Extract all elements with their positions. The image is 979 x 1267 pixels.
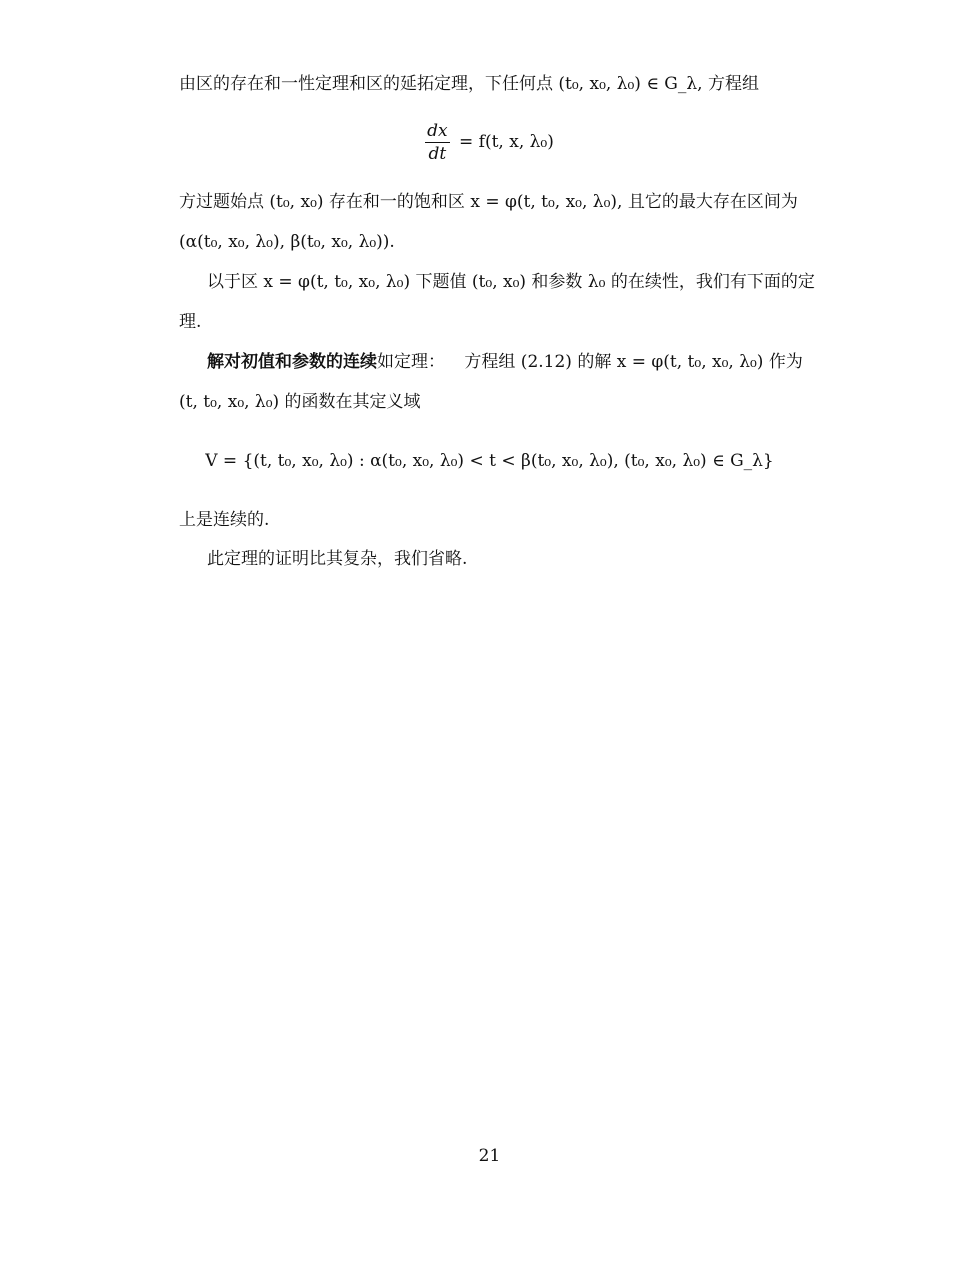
equation-1 — [0, 120, 979, 165]
theorem-title: 解对初值和参数的连续 — [207, 352, 377, 372]
equation-2: V = {(t, t₀, x₀, λ₀) : α(t₀, x₀, λ₀) < t < β(t₀, x₀, λ₀), (t₀, x₀, λ₀) ∈ G_λ} — [205, 451, 774, 471]
paragraph-5-line-1: 此定理的证明比其复杂，我们省略. — [207, 549, 468, 569]
page-number: 21 — [478, 1146, 501, 1166]
equation-1-numerator: dx — [427, 121, 448, 141]
paragraph-3-line-2: 理. — [179, 312, 202, 332]
theorem-statement-line-1: 方程组 (2.12) 的解 x = φ(t, t₀, x₀, λ₀) 作为 — [464, 352, 803, 372]
theorem-line-2: (t, t₀, x₀, λ₀) 的函数在其定义域 — [179, 392, 421, 412]
paragraph-4-line-1: 上是连续的. — [179, 510, 270, 530]
paragraph-3-line-1: 以于区 x = φ(t, t₀, x₀, λ₀) 下题值 (t₀, x₀) 和参数 λ₀ 的在续性，我们有下面的定 — [207, 272, 815, 292]
equation-1-rhs: = f(t, x, λ₀) — [459, 132, 554, 152]
paragraph-2-line-1: 方过题始点 (t₀, x₀) 存在和一的饱和区 x = φ(t, t₀, x₀, λ₀), 且它的最大存在区间为 — [179, 192, 798, 212]
equation-1-denominator: dt — [428, 144, 447, 164]
paragraph-1-line-1: 由区的存在和一性定理和区的延拓定理，下任何点 (t₀, x₀, λ₀) ∈ G_λ, 方程组 — [179, 74, 759, 94]
theorem-line-1 — [207, 350, 803, 374]
paragraph-2-line-2: (α(t₀, x₀, λ₀), β(t₀, x₀, λ₀)). — [179, 232, 395, 252]
equation-1-fraction — [425, 120, 449, 165]
theorem-title-suffix: 如定理： — [377, 352, 445, 372]
